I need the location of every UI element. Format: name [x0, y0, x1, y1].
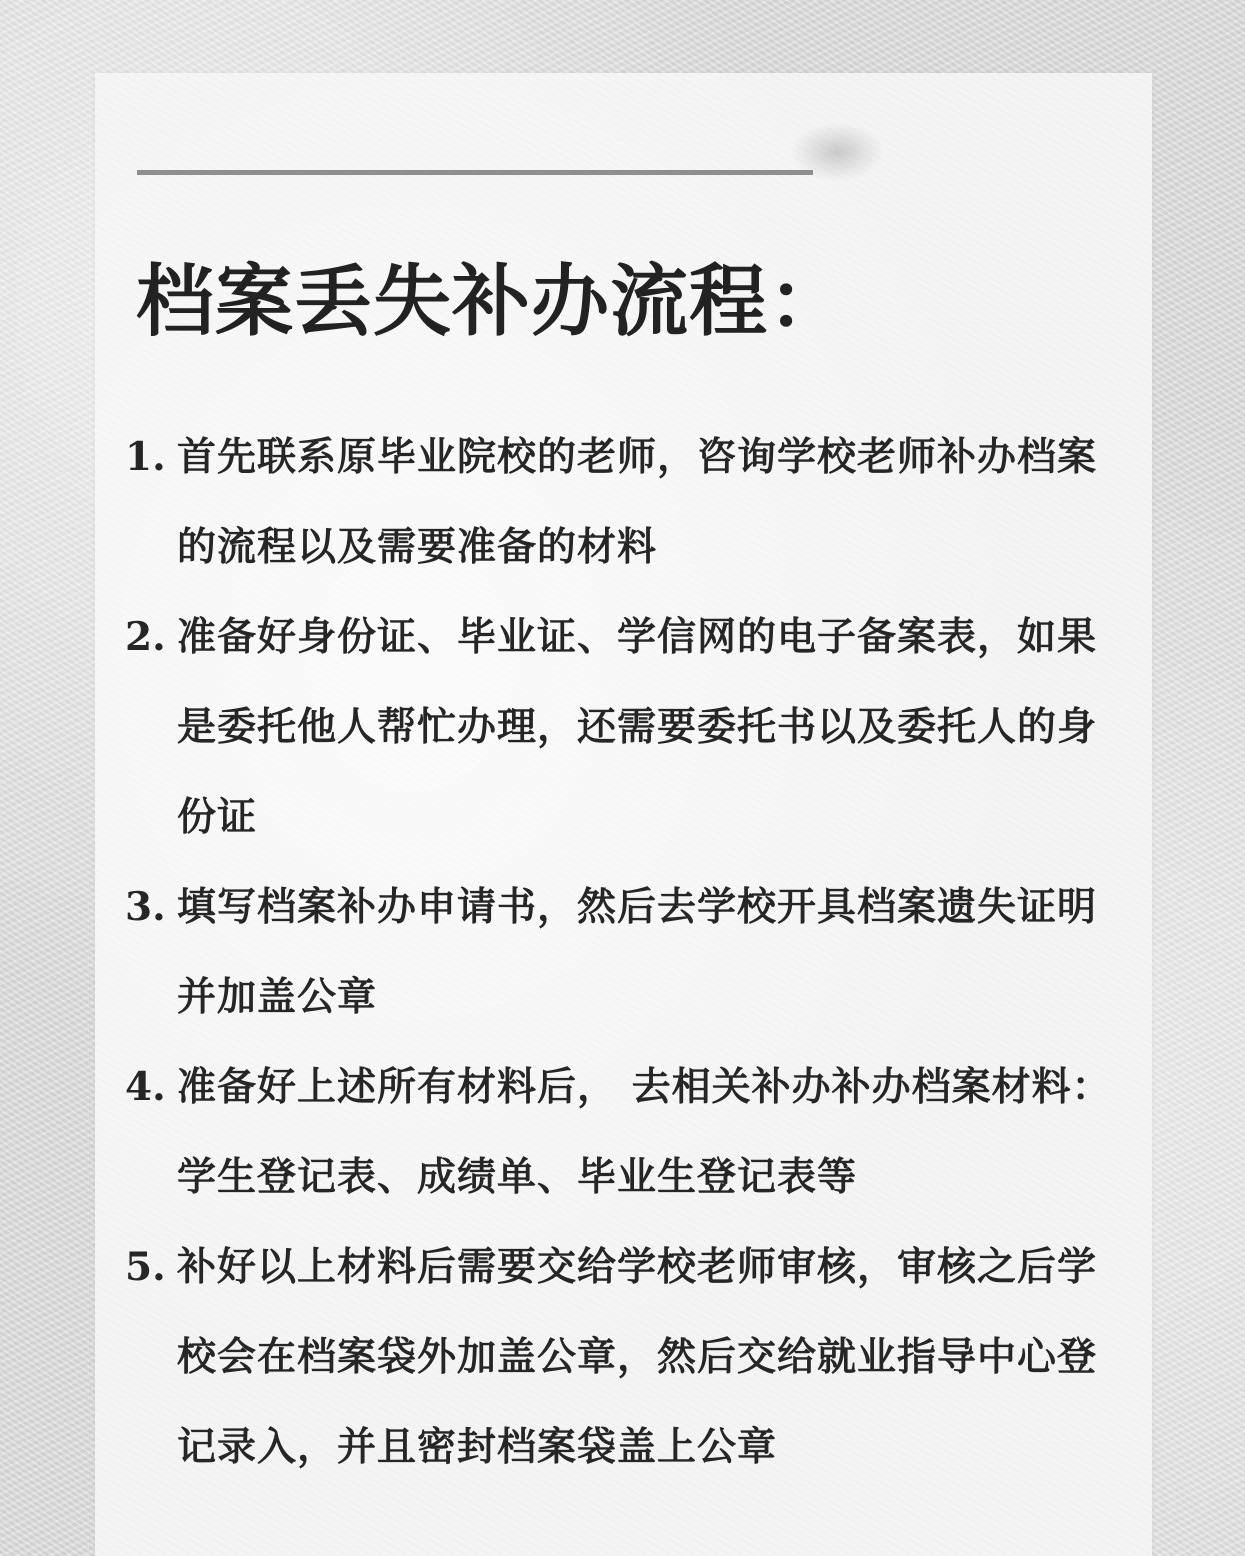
steps-list	[125, 412, 1135, 1492]
decorative-divider	[137, 170, 813, 175]
step-item-1	[125, 412, 1135, 592]
step-text: 首先联系原毕业院校的老师，咨询学校老师补办档案的流程以及需要准备的材料	[177, 434, 1098, 570]
step-text: 填写档案补办申请书，然后去学校开具档案遗失证明并加盖公章	[177, 884, 1098, 1020]
step-text: 准备好上述所有材料后， 去相关补办补办档案材料：学生登记表、成绩单、毕业生登记表等	[177, 1064, 1112, 1200]
step-number: 2.	[125, 614, 166, 660]
step-text: 准备好身份证、毕业证、学信网的电子备案表，如果是委托他人帮忙办理，还需要委托书以及委托人的身份证	[177, 614, 1098, 840]
step-number: 3.	[125, 884, 166, 930]
step-text: 补好以上材料后需要交给学校老师审核，审核之后学校会在档案袋外加盖公章，然后交给就业指导中心登记录入，并且密封档案袋盖上公章	[177, 1244, 1098, 1470]
step-number: 5.	[125, 1244, 166, 1290]
step-number: 1.	[125, 434, 166, 480]
step-item-2	[125, 592, 1135, 862]
step-item-4	[125, 1042, 1135, 1222]
step-item-5	[125, 1222, 1135, 1492]
page-title: 档案丢失补办流程：	[136, 256, 848, 347]
step-number: 4.	[125, 1064, 166, 1110]
step-item-3	[125, 862, 1135, 1042]
